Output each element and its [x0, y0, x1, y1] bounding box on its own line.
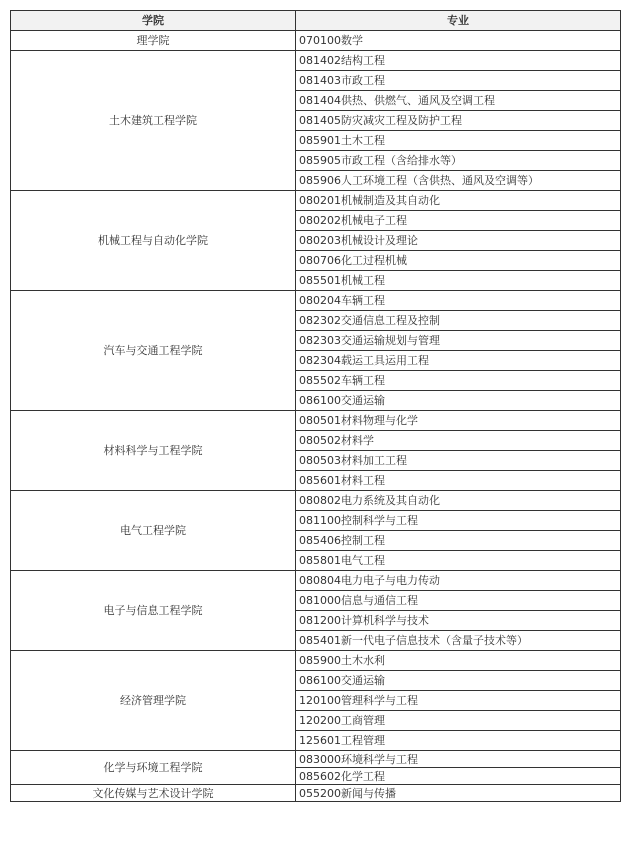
- major-cell: 055200新闻与传播: [296, 785, 621, 802]
- college-cell: 机械工程与自动化学院: [11, 191, 296, 291]
- major-cell: 085501机械工程: [296, 271, 621, 291]
- major-cell: 085502车辆工程: [296, 371, 621, 391]
- college-cell: 汽车与交通工程学院: [11, 291, 296, 411]
- major-cell: 085905市政工程（含给排水等）: [296, 151, 621, 171]
- college-cell: 文化传媒与艺术设计学院: [11, 785, 296, 802]
- major-cell: 080706化工过程机械: [296, 251, 621, 271]
- header-row: [11, 11, 621, 31]
- major-cell: 081404供热、供燃气、通风及空调工程: [296, 91, 621, 111]
- table-row: [11, 571, 621, 591]
- major-cell: 080802电力系统及其自动化: [296, 491, 621, 511]
- college-column-header: 学院: [11, 11, 296, 31]
- college-cell: 材料科学与工程学院: [11, 411, 296, 491]
- major-cell: 125601工程管理: [296, 731, 621, 751]
- college-cell: 电子与信息工程学院: [11, 571, 296, 651]
- major-cell: 085906人工环境工程（含供热、通风及空调等）: [296, 171, 621, 191]
- college-cell: 经济管理学院: [11, 651, 296, 751]
- major-cell: 080503材料加工工程: [296, 451, 621, 471]
- table-row: [11, 751, 621, 768]
- major-cell: 080204车辆工程: [296, 291, 621, 311]
- major-cell: 083000环境科学与工程: [296, 751, 621, 768]
- college-cell: 化学与环境工程学院: [11, 751, 296, 785]
- major-cell: 085900土木水利: [296, 651, 621, 671]
- table-row: [11, 491, 621, 511]
- major-cell: 085801电气工程: [296, 551, 621, 571]
- table-row: [11, 411, 621, 431]
- major-cell: 086100交通运输: [296, 391, 621, 411]
- major-column-header: 专业: [296, 11, 621, 31]
- table-row: [11, 51, 621, 71]
- table-row: [11, 291, 621, 311]
- major-cell: 080501材料物理与化学: [296, 411, 621, 431]
- major-cell: 081405防灾减灾工程及防护工程: [296, 111, 621, 131]
- major-cell: 082302交通信息工程及控制: [296, 311, 621, 331]
- major-cell: 085901土木工程: [296, 131, 621, 151]
- major-cell: 082303交通运输规划与管理: [296, 331, 621, 351]
- table-row: [11, 31, 621, 51]
- major-cell: 080203机械设计及理论: [296, 231, 621, 251]
- major-cell: 080201机械制造及其自动化: [296, 191, 621, 211]
- major-cell: 081403市政工程: [296, 71, 621, 91]
- table-row: [11, 191, 621, 211]
- major-cell: 085601材料工程: [296, 471, 621, 491]
- major-cell: 081000信息与通信工程: [296, 591, 621, 611]
- table-row: [11, 785, 621, 802]
- college-cell: 电气工程学院: [11, 491, 296, 571]
- college-major-table: [10, 10, 621, 802]
- major-cell: 085401新一代电子信息技术（含量子技术等）: [296, 631, 621, 651]
- major-cell: 080202机械电子工程: [296, 211, 621, 231]
- major-cell: 085406控制工程: [296, 531, 621, 551]
- major-cell: 086100交通运输: [296, 671, 621, 691]
- major-cell: 081402结构工程: [296, 51, 621, 71]
- college-cell: 土木建筑工程学院: [11, 51, 296, 191]
- major-cell: 120100管理科学与工程: [296, 691, 621, 711]
- major-cell: 081200计算机科学与技术: [296, 611, 621, 631]
- major-cell: 080502材料学: [296, 431, 621, 451]
- table-row: [11, 651, 621, 671]
- table-body: [11, 31, 621, 802]
- major-cell: 120200工商管理: [296, 711, 621, 731]
- major-cell: 085602化学工程: [296, 768, 621, 785]
- major-cell: 082304载运工具运用工程: [296, 351, 621, 371]
- college-cell: 理学院: [11, 31, 296, 51]
- major-cell: 080804电力电子与电力传动: [296, 571, 621, 591]
- major-cell: 081100控制科学与工程: [296, 511, 621, 531]
- major-cell: 070100数学: [296, 31, 621, 51]
